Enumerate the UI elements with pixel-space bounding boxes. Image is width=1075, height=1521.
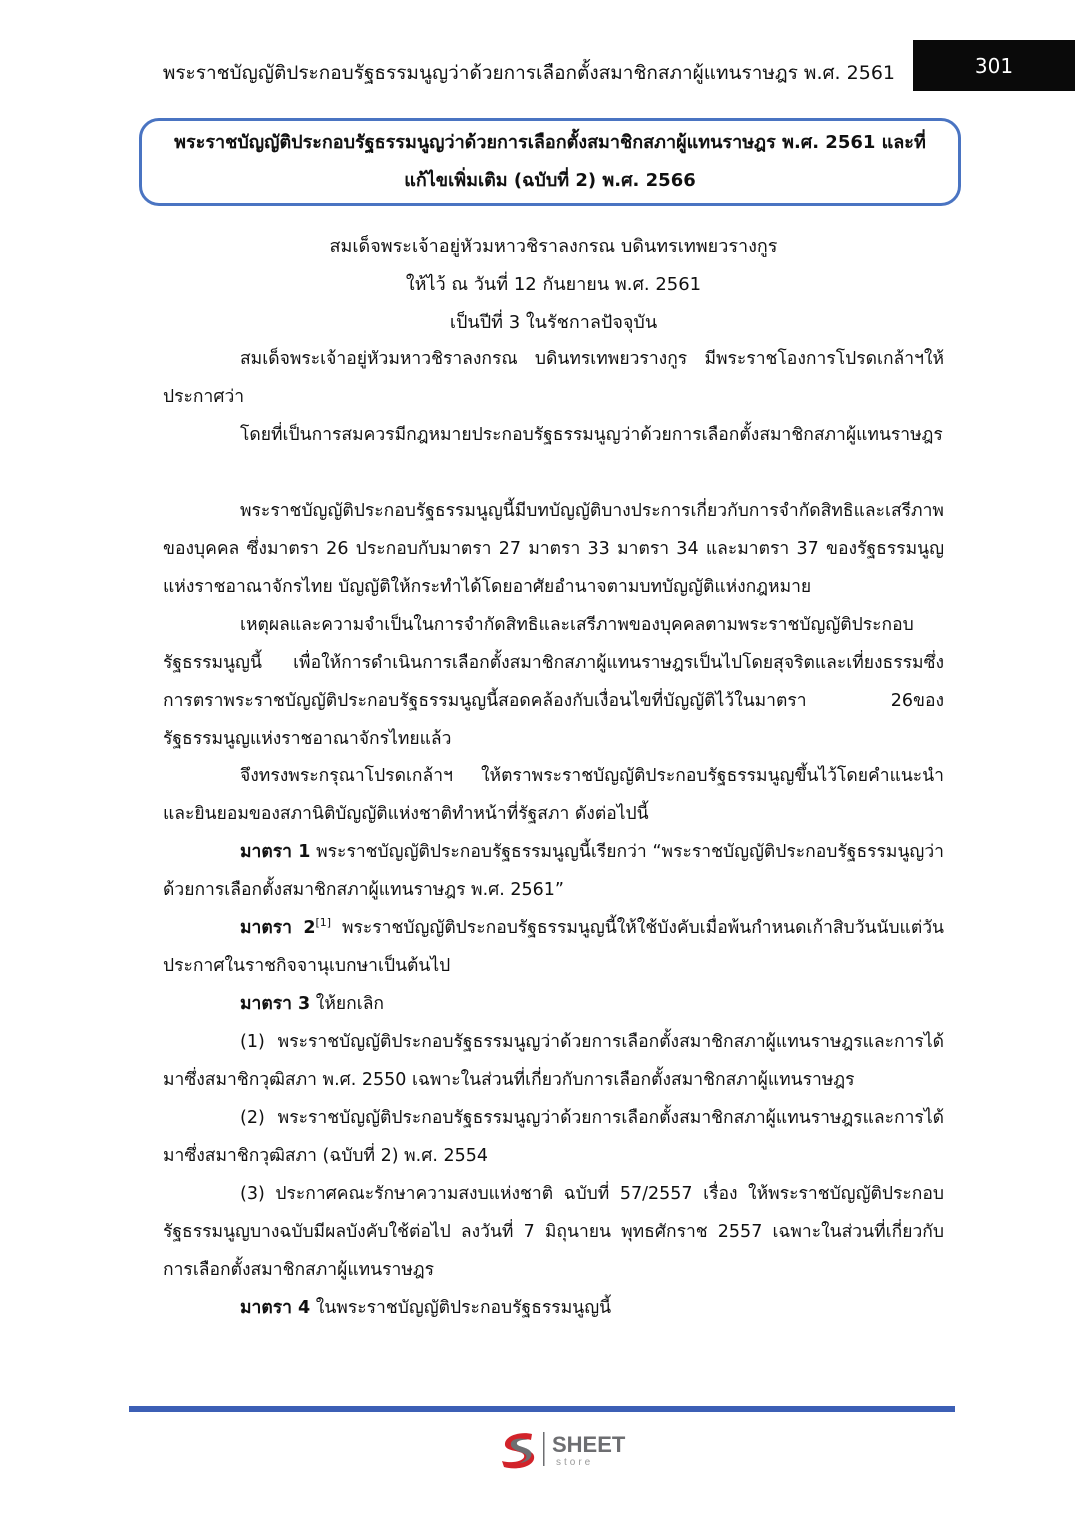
document-title-line-2: แก้ไขเพิ่มเติม (ฉบับที่ 2) พ.ศ. 2566	[404, 170, 696, 191]
logo-divider	[543, 1432, 545, 1466]
section-4	[163, 1289, 944, 1327]
preamble-given-date: ให้ไว้ ณ วันที่ 12 กันยายน พ.ศ. 2561	[405, 274, 702, 295]
sheet-store-s-mark-icon	[502, 1433, 534, 1468]
section-3-item-3: (3) ประกาศคณะรักษาความสงบแห่งชาติ ฉบับที่ 57/2557 เรื่อง ให้พระราชบัญญัติประกอบรัฐธรรมนูญบางฉบับมีผลบังคับใช้ต่อไป ลงวันที่ 7 มิถุนายน พุทธศักราช 2557 เฉพาะในส่วนที่เกี่ยวกับการเลือกตั้งสมาชิกสภาผู้แทนราษฎร	[163, 1184, 944, 1280]
paragraph-reason: โดยที่เป็นการสมควรมีกฎหมายประกอบรัฐธรรมนูญว่าด้วยการเลือกตั้งสมาชิกสภาผู้แทนราษฎร	[240, 425, 943, 445]
section-3-item-1: (1) พระราชบัญญัติประกอบรัฐธรรมนูญว่าด้วยการเลือกตั้งสมาชิกสภาผู้แทนราษฎรและการได้มาซึ่งสมาชิกวุฒิสภา พ.ศ. 2550 เฉพาะในส่วนที่เกี่ยวกับการเลือกตั้งสมาชิกสภาผู้แทนราษฎร	[163, 1032, 944, 1090]
section-3-item-2: (2) พระราชบัญญัติประกอบรัฐธรรมนูญว่าด้วยการเลือกตั้งสมาชิกสภาผู้แทนราษฎรและการได้มาซึ่งสมาชิกวุฒิสภา (ฉบับที่ 2) พ.ศ. 2554	[163, 1108, 944, 1166]
section-1	[163, 833, 944, 909]
logo-brand-text: SHEET	[552, 1432, 626, 1457]
section-3-label: มาตรา 3	[240, 994, 311, 1014]
section-4-label: มาตรา 4	[240, 1298, 311, 1318]
sheet-store-logo	[498, 1428, 648, 1470]
preamble-king: สมเด็จพระเจ้าอยู่หัวมหาวชิราลงกรณ บดินทรเทพยวรางกูร	[329, 236, 778, 257]
preamble-reign-year: เป็นปีที่ 3 ในรัชกาลปัจจุบัน	[449, 312, 658, 333]
document-title-line-1: พระราชบัญญัติประกอบรัฐธรรมนูญว่าด้วยการเลือกตั้งสมาชิกสภาผู้แทนราษฎร พ.ศ. 2561 และที่	[174, 132, 926, 153]
footer-rule	[129, 1406, 955, 1412]
document-title-box	[139, 118, 961, 206]
running-header-title: พระราชบัญญัติประกอบรัฐธรรมนูญว่าด้วยการเลือกตั้งสมาชิกสภาผู้แทนราษฎร พ.ศ. 2561	[162, 62, 895, 84]
paragraph-rights-limitation: พระราชบัญญัติประกอบรัฐธรรมนูญนี้มีบทบัญญัติบางประการเกี่ยวกับการจำกัดสิทธิและเสรีภาพของบุคคล ซึ่งมาตรา 26 ประกอบกับมาตรา 27 มาตรา 33 มาตรา 34 และมาตรา 37 ของรัฐธรรมนูญแห่งราชอาณาจักรไทย บัญญัติให้กระทำได้โดยอาศัยอำนาจตามบทบัญญัติแห่งกฎหมาย	[163, 501, 944, 597]
section-2-text: พระราชบัญญัติประกอบรัฐธรรมนูญนี้ให้ใช้บังคับเมื่อพ้นกำหนดเก้าสิบวันนับแต่วันประกาศในราชกิจจานุเบกษาเป็นต้นไป	[163, 918, 944, 976]
section-2-label: มาตรา 2	[240, 918, 316, 938]
logo-brand-subtext: store	[556, 1457, 594, 1468]
section-2	[163, 909, 944, 985]
section-2-footnote-ref[interactable]: [1]	[315, 916, 332, 930]
page-number: 301	[913, 40, 1075, 91]
section-3-text: ให้ยกเลิก	[310, 994, 385, 1014]
paragraph-enactment: จึงทรงพระกรุณาโปรดเกล้าฯ ให้ตราพระราชบัญญัติประกอบรัฐธรรมนูญขึ้นไว้โดยคำแนะนำและยินยอมของสภานิติบัญญัติแห่งชาติทำหน้าที่รัฐสภา ดังต่อไปนี้	[163, 766, 944, 824]
section-1-text: พระราชบัญญัติประกอบรัฐธรรมนูญนี้เรียกว่า “พระราชบัญญัติประกอบรัฐธรรมนูญว่าด้วยการเลือกตั้งสมาชิกสภาผู้แทนราษฎร พ.ศ. 2561”	[163, 842, 944, 900]
section-4-text: ในพระราชบัญญัติประกอบรัฐธรรมนูญนี้	[310, 1298, 612, 1318]
paragraph-necessity: เหตุผลและความจำเป็นในการจำกัดสิทธิและเสรีภาพของบุคคลตามพระราชบัญญัติประกอบรัฐธรรมนูญนี้ เพื่อให้การดำเนินการเลือกตั้งสมาชิกสภาผู้แทนราษฎรเป็นไปโดยสุจริตและเที่ยงธรรมซึ่งการตราพระราชบัญญัติประกอบรัฐธรรมนูญนี้สอดคล้องกับเงื่อนไขที่บัญญัติไว้ในมาตรา 26ของรัฐธรรมนูญแห่งราชอาณาจักรไทยแล้ว	[163, 615, 944, 749]
section-1-label: มาตรา 1	[240, 842, 311, 862]
paragraph-proclamation: สมเด็จพระเจ้าอยู่หัวมหาวชิราลงกรณ บดินทรเทพยวรางกูร มีพระราชโองการโปรดเกล้าฯให้ประกาศว่า	[163, 349, 944, 407]
section-3	[163, 985, 944, 1023]
